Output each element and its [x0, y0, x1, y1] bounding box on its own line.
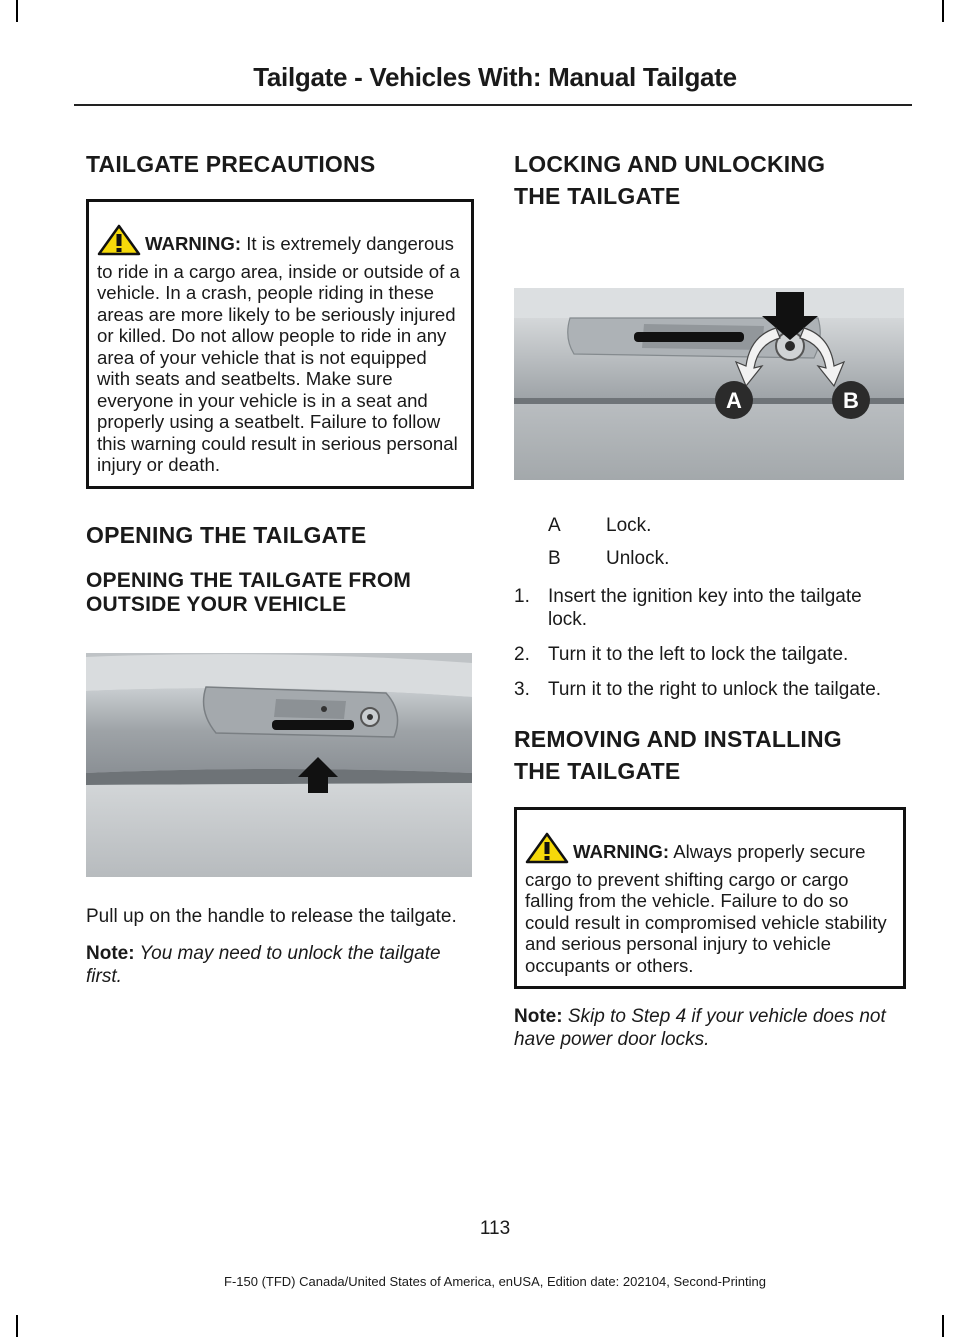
- step-text: Turn it to the right to unlock the tailgate.: [548, 679, 882, 700]
- warning-body: It is extremely dangerous to ride in a cargo area, inside or outside of a vehicle. In a crash, people riding in these areas are more likely to be seriously injured or killed. Do not allow people to ride in any area of your vehicle that is not equipped with seats and seatbelts. Make sure everyone in your vehicle is in a seat and properly using a seatbelt. Failure to follow this warning could result in serious personal injury or death.: [97, 233, 460, 475]
- note-body: You may need to unlock the tailgate first.: [86, 942, 441, 987]
- legend-key: A: [548, 515, 561, 536]
- edition-line: F-150 (TFD) Canada/United States of America, enUSA, Edition date: 202104, Second-Printing: [224, 1274, 766, 1289]
- step-text: Insert the ignition key into the tailgate lock.: [548, 586, 862, 630]
- step-item: [514, 585, 902, 631]
- warning-body: Always properly secure cargo to prevent shifting cargo or cargo falling from the vehicle. Failure to do so could result in compromised vehicle stability and serious personal injury to vehicle occupants or others.: [525, 841, 887, 976]
- warning-box-passengers: [86, 199, 474, 489]
- locking-heading-line1: LOCKING AND UNLOCKING: [514, 151, 826, 177]
- pull-instruction: Pull up on the handle to release the tailgate.: [86, 905, 457, 927]
- legend-row-a: [514, 514, 902, 537]
- crop-mark-bottom-right: [942, 1315, 944, 1337]
- opening-heading: OPENING THE TAILGATE: [86, 521, 367, 548]
- step-number: 2.: [514, 644, 530, 665]
- warning-icon: [97, 224, 141, 261]
- warning-label: WARNING:: [145, 233, 242, 254]
- step-number: 3.: [514, 679, 530, 700]
- callout-a-label: A: [726, 388, 742, 413]
- left-column: [86, 148, 474, 988]
- precautions-heading: TAILGATE PRECAUTIONS: [86, 151, 376, 177]
- header-rule: [74, 104, 912, 106]
- step-item: [514, 678, 902, 701]
- note-body: Skip to Step 4 if your vehicle does not have power door locks.: [514, 1006, 886, 1050]
- legend-value: Unlock.: [606, 548, 670, 569]
- right-column: [514, 148, 902, 1051]
- removing-heading-line2: THE TAILGATE: [514, 758, 681, 784]
- crop-mark-top-right: [942, 0, 944, 22]
- warning-icon: [525, 832, 569, 869]
- locking-steps: [514, 585, 902, 701]
- figure-legend: [514, 514, 902, 570]
- opening-outside-heading: OPENING THE TAILGATE FROM OUTSIDE YOUR VEHICLE: [86, 568, 412, 616]
- warning-box-cargo: [514, 807, 906, 989]
- step-item: [514, 643, 902, 666]
- step-number: 1.: [514, 586, 530, 607]
- tailgate-handle-figure: [86, 653, 472, 877]
- page-title: Tailgate - Vehicles With: Manual Tailgate: [253, 62, 737, 92]
- warning-text: [525, 832, 895, 976]
- legend-row-b: [514, 547, 902, 570]
- step-text: Turn it to the left to lock the tailgate.: [548, 644, 849, 665]
- legend-value: Lock.: [606, 515, 652, 536]
- note-label: Note:: [514, 1006, 563, 1027]
- legend-key: B: [548, 548, 561, 569]
- warning-label: WARNING:: [573, 841, 670, 862]
- locking-heading-line2: THE TAILGATE: [514, 183, 681, 209]
- callout-b-label: B: [843, 388, 859, 413]
- note-power-locks: [514, 1005, 902, 1051]
- crop-mark-bottom-left: [16, 1315, 18, 1337]
- crop-mark-top-left: [16, 0, 18, 22]
- page-number: 113: [479, 1218, 511, 1239]
- warning-text: [97, 224, 463, 476]
- tailgate-lock-figure: [514, 288, 904, 480]
- note-label: Note:: [86, 942, 135, 964]
- removing-heading-line1: REMOVING AND INSTALLING: [514, 726, 842, 752]
- note-unlock-first: [86, 942, 474, 988]
